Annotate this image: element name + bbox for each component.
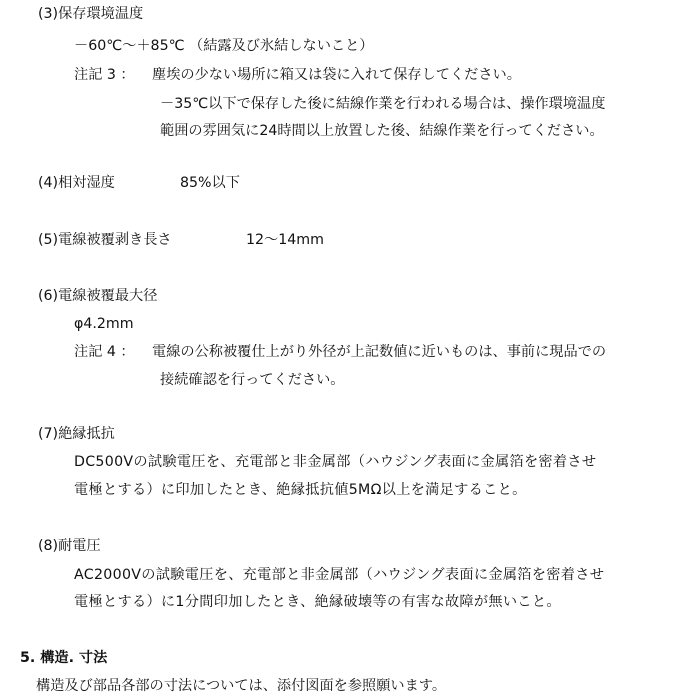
withstand-heading: (8)耐電圧	[38, 538, 101, 554]
note-3-label: 注記 3 ：	[74, 67, 135, 83]
structure-heading: 5. 構造. 寸法	[20, 650, 108, 666]
strip-length-heading: (5)電線被覆剥き長さ	[38, 232, 172, 248]
insulation-line-2: 電極とする）に印加したとき、絶縁抵抗値5MΩ以上を満足すること。	[74, 482, 527, 498]
insulation-heading: (7)絶縁抵抗	[38, 426, 115, 442]
storage-temp-range: －60℃～＋85℃ （結露及び氷結しないこと）	[74, 38, 374, 54]
insulation-line-1: DC500Vの試験電圧を、充電部と非金属部（ハウジング表面に金属箔を密着させ	[74, 454, 597, 470]
note-4-line-1: 電線の公称被覆仕上がり外径が上記数値に近いものは、事前に現品での	[152, 344, 607, 360]
note-3-line-2: －35℃以下で保存した後に結線作業を行われる場合は、操作環境温度	[160, 96, 606, 112]
humidity-heading: (4)相対湿度	[38, 175, 115, 191]
note-3-line-3: 範囲の雰囲気に24時間以上放置した後、結線作業を行ってください。	[160, 123, 604, 139]
storage-temp-heading: (3)保存環境温度	[38, 6, 144, 22]
note-4-label: 注記 4 ：	[74, 344, 135, 360]
withstand-line-1: AC2000Vの試験電圧を、充電部と非金属部（ハウジング表面に金属箔を密着させ	[74, 567, 605, 583]
strip-length-value: 12～14mm	[246, 232, 324, 248]
note-3-line-1: 塵埃の少ない場所に箱又は袋に入れて保存してください。	[152, 67, 521, 83]
humidity-value: 85%以下	[180, 175, 240, 191]
max-diameter-value: φ4.2mm	[74, 316, 134, 332]
structure-line-1: 構造及び部品各部の寸法については、添付図面を参照願います。	[36, 678, 447, 694]
max-diameter-heading: (6)電線被覆最大径	[38, 288, 158, 304]
withstand-line-2: 電極とする）に1分間印加したとき、絶縁破壊等の有害な故障が無いこと。	[74, 594, 561, 610]
note-4-line-2: 接続確認を行ってください。	[160, 372, 345, 388]
